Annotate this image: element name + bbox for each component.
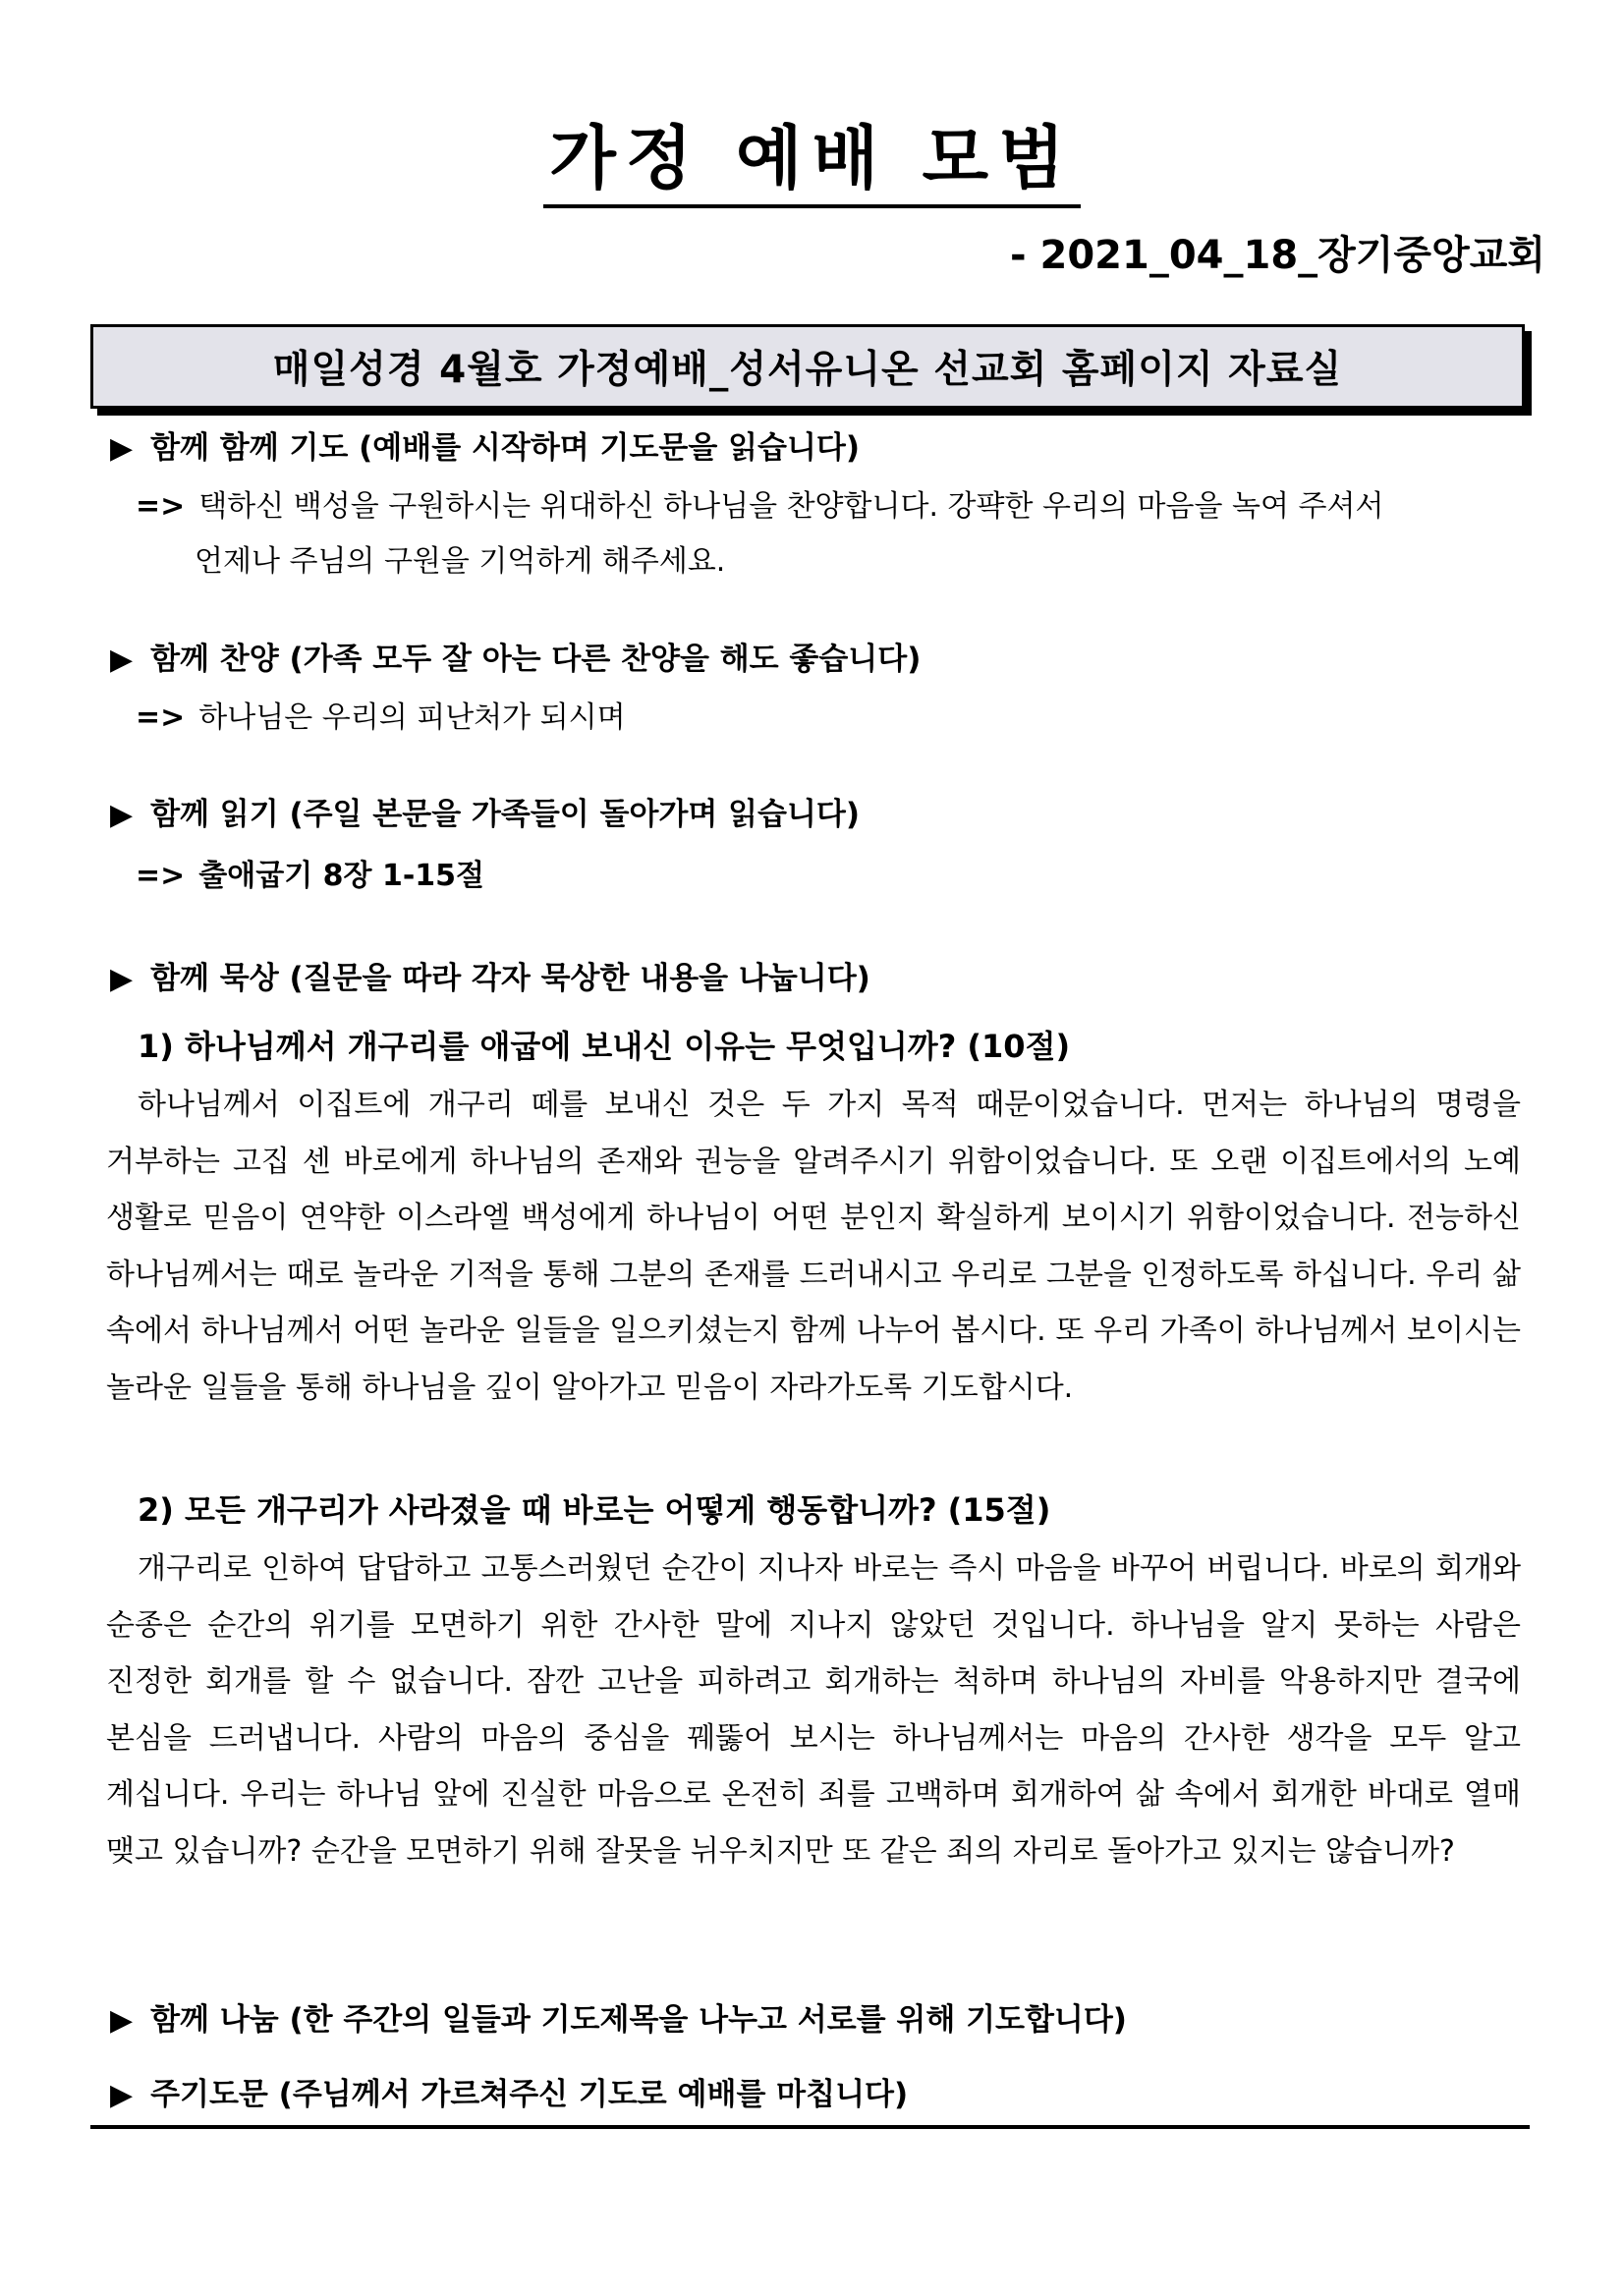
triangle-right-icon: ▶ — [110, 798, 134, 832]
meditation-question-1: 1) 하나님께서 개구리를 애굽에 보내신 이유는 무엇입니까? (10절) — [138, 1028, 1071, 1065]
answer-arrow: => — [136, 700, 186, 735]
section-heading-text: 함께 함께 기도 (예배를 시작하며 기도문을 읽습니다) — [150, 430, 861, 466]
section-heading-text: 함께 나눔 (한 주간의 일들과 기도제목을 나누고 서로를 위해 기도합니다) — [150, 2002, 1127, 2038]
answer-arrow: => — [136, 859, 186, 893]
section-heading-text: 주기도문 (주님께서 가르쳐주신 기도로 예배를 마칩니다) — [150, 2077, 909, 2112]
triangle-right-icon: ▶ — [110, 962, 134, 996]
answer-arrow: => — [136, 489, 186, 524]
section-heading-sharing — [110, 1994, 1127, 2039]
section-heading-text: 함께 묵상 (질문을 따라 각자 묵상한 내용을 나눕니다) — [150, 961, 870, 996]
prayer-text-line-2: 언제나 주님의 구원을 기억하게 해주세요. — [195, 544, 726, 579]
section-heading-prayer — [110, 422, 860, 467]
triangle-right-icon: ▶ — [110, 2078, 134, 2112]
triangle-right-icon: ▶ — [110, 431, 134, 466]
section-heading-reading — [110, 789, 860, 833]
source-banner: 매일성경 4월호 가정예배_성서유니온 선교회 홈페이지 자료실 — [90, 324, 1525, 409]
document-title-text: 가정 예배 모범 — [543, 118, 1080, 208]
triangle-right-icon: ▶ — [110, 2003, 134, 2038]
date-church-line: - 2021_04_18_장기중앙교회 — [1009, 233, 1545, 278]
meditation-question-2: 2) 모든 개구리가 사라졌을 때 바로는 어떻게 행동합니까? (15절) — [138, 1491, 1051, 1529]
section-heading-praise — [110, 634, 921, 678]
prayer-text-line-1: => 택하신 백성을 구원하시는 위대하신 하나님을 찬양합니다. 강퍅한 우리의 마음을 녹여 주셔서 — [136, 489, 1384, 524]
section-heading-text: 함께 읽기 (주일 본문을 가족들이 돌아가며 읽습니다) — [150, 797, 861, 832]
meditation-paragraph-2: 개구리로 인하여 답답하고 고통스러웠던 순간이 지나자 바로는 즉시 마음을 바꾸어 버립니다. 바로의 회개와 순종은 순간의 위기를 모면하기 위한 간사한 말에 지나지 않았던 것입니다. 하나님을 알지 못하는 사람은 진정한 회개를 할 수 없습니다. 잠깐 고난을 피하려고 회개하는 척하며 하나님의 자비를 악용하지만 결국에 본심을 드러냅니다. 사람의 마음의 중심을 꿰뚫어 보시는 하나님께서는 마음의 간사한 생각을 모두 알고 계십니다. 우리는 하나님 앞에 진실한 마음으로 온전히 죄를 고백하며 회개하여 삶 속에서 회개한 바대로 열매 맺고 있습니까? 순간을 모면하기 위해 잘못을 뉘우치지만 또 같은 죄의 자리로 돌아가고 있지는 않습니까? — [106, 1551, 1521, 1869]
document-title — [0, 103, 1624, 202]
triangle-right-icon: ▶ — [110, 643, 134, 677]
section-heading-lords-prayer — [110, 2069, 908, 2113]
reading-passage: => 출애굽기 8장 1-15절 — [136, 859, 484, 893]
section-heading-meditation — [110, 953, 870, 997]
meditation-paragraph-1: 하나님께서 이집트에 개구리 떼를 보내신 것은 두 가지 목적 때문이었습니다. 먼저는 하나님의 명령을 거부하는 고집 센 바로에게 하나님의 존재와 권능을 알려주시기 위함이었습니다. 또 오랜 이집트에서의 노예 생활로 믿음이 연약한 이스라엘 백성에게 하나님이 어떤 분인지 확실하게 보이시기 위함이었습니다. 전능하신 하나님께서는 때로 놀라운 기적을 통해 그분의 존재를 드러내시고 우리로 그분을 인정하도록 하십니다. 우리 삶 속에서 하나님께서 어떤 놀라운 일들을 일으키셨는지 함께 나누어 봅시다. 또 우리 가족이 하나님께서 보이시는 놀라운 일들을 통해 하나님을 깊이 알아가고 믿음이 자라가도록 기도합시다. — [106, 1088, 1521, 1405]
praise-text: => 하나님은 우리의 피난처가 되시며 — [136, 700, 626, 735]
bottom-rule — [90, 2125, 1530, 2129]
section-heading-text: 함께 찬양 (가족 모두 잘 아는 다른 찬양을 해도 좋습니다) — [150, 642, 922, 677]
